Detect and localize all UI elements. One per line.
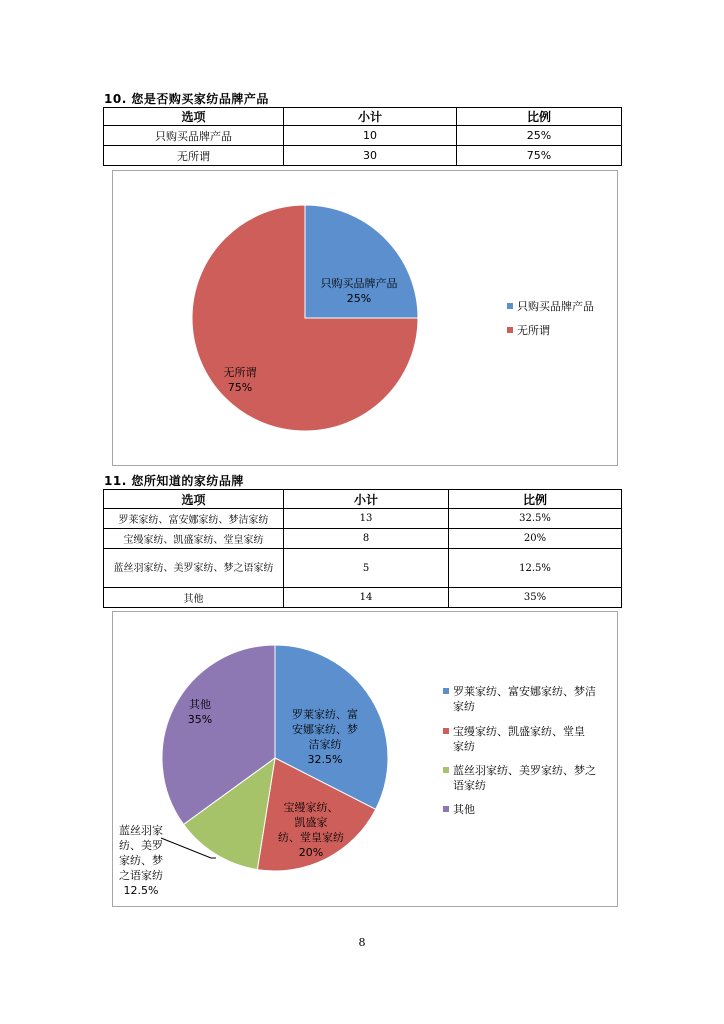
legend-label: 只购买品牌产品 xyxy=(517,300,594,313)
cell-ratio: 75% xyxy=(457,146,622,166)
header-count: 小计 xyxy=(284,108,457,126)
cell-option: 只购买品牌产品 xyxy=(104,126,284,146)
cell-count: 8 xyxy=(284,529,449,549)
chart2-frame xyxy=(112,611,618,907)
section10-title: 10. 您是否购买家纺品牌产品 xyxy=(104,92,269,106)
cell-count: 10 xyxy=(284,126,457,146)
legend-swatch xyxy=(507,327,513,333)
cell-ratio: 35% xyxy=(449,588,622,608)
cell-option: 宝缦家纺、凯盛家纺、堂皇家纺 xyxy=(104,529,284,549)
cell-ratio: 20% xyxy=(449,529,622,549)
legend-label: 蓝丝羽家纺、美罗家纺、梦之语家纺 xyxy=(453,764,596,792)
table-header-row xyxy=(104,490,622,509)
table-header-row xyxy=(104,108,622,126)
pie-chart-purchase xyxy=(113,171,617,465)
slice-label: 罗莱家纺、富安娜家纺、梦洁家纺 32.5% xyxy=(292,708,358,766)
section10-table xyxy=(103,107,622,166)
pie-chart-brands xyxy=(113,612,617,906)
slice-label: 宝缦家纺、凯盛家纺、堂皇家纺 20% xyxy=(278,801,344,859)
page-number: 8 xyxy=(358,936,366,949)
cell-ratio: 32.5% xyxy=(449,509,622,529)
legend-swatch xyxy=(443,728,449,734)
legend-swatch xyxy=(443,688,449,694)
cell-count: 14 xyxy=(284,588,449,608)
legend-swatch xyxy=(443,806,449,812)
table-row xyxy=(104,549,622,588)
chart1-frame xyxy=(112,170,618,466)
cell-option: 罗莱家纺、富安娜家纺、梦洁家纺 xyxy=(104,509,284,529)
header-ratio: 比例 xyxy=(457,108,622,126)
header-ratio: 比例 xyxy=(449,490,622,509)
cell-count: 13 xyxy=(284,509,449,529)
section11-title: 11. 您所知道的家纺品牌 xyxy=(104,474,244,488)
section11-table xyxy=(103,489,622,608)
cell-ratio: 12.5% xyxy=(449,549,622,588)
cell-ratio: 25% xyxy=(457,126,622,146)
table-row xyxy=(104,146,622,166)
legend-label: 无所谓 xyxy=(517,324,550,337)
table-row xyxy=(104,588,622,608)
slice-label: 只购买品牌产品 25% xyxy=(320,277,398,305)
cell-option: 其他 xyxy=(104,588,284,608)
legend-swatch xyxy=(507,303,513,309)
table-row xyxy=(104,126,622,146)
legend-label: 宝缦家纺、凯盛家纺、堂皇家纺 xyxy=(453,725,585,753)
cell-count: 30 xyxy=(284,146,457,166)
legend-label: 其他 xyxy=(453,803,475,816)
slice-label: 其他 35% xyxy=(187,698,213,726)
slice-label: 蓝丝羽家纺、美罗家纺、梦之语家纺 12.5% xyxy=(119,824,163,897)
table-row xyxy=(104,529,622,549)
legend-label: 罗莱家纺、富安娜家纺、梦洁家纺 xyxy=(453,685,596,713)
header-count: 小计 xyxy=(284,490,449,509)
slice-label: 无所谓 75% xyxy=(223,366,257,394)
header-option: 选项 xyxy=(104,490,284,509)
header-option: 选项 xyxy=(104,108,284,126)
legend-swatch xyxy=(443,767,449,773)
table-row xyxy=(104,509,622,529)
cell-option: 蓝丝羽家纺、美罗家纺、梦之语家纺 xyxy=(104,549,284,588)
cell-option: 无所谓 xyxy=(104,146,284,166)
cell-count: 5 xyxy=(284,549,449,588)
